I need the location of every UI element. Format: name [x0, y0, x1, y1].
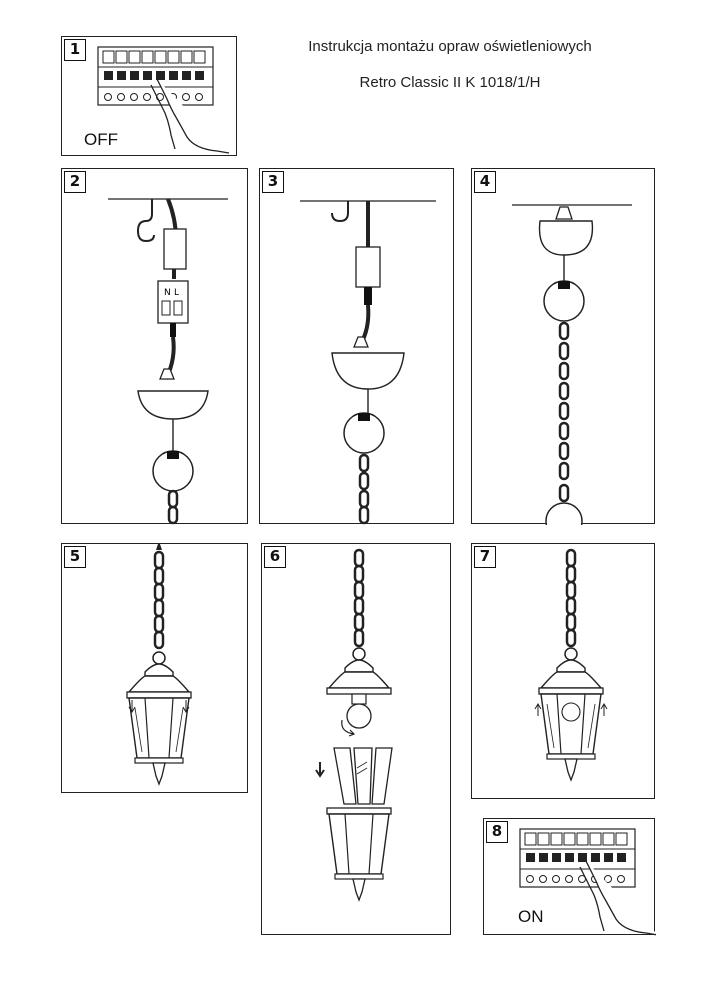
- product-model: Retro Classic II K 1018/1/H: [359, 74, 541, 91]
- step-7-panel: [471, 543, 655, 799]
- step-number: 2: [64, 171, 86, 193]
- step-number: 1: [64, 39, 86, 61]
- step-2-panel: [61, 168, 248, 524]
- breaker-on-illustration: [484, 819, 656, 936]
- step-number: 7: [474, 546, 496, 568]
- live-terminal-label: L: [174, 288, 180, 298]
- instruction-title: Instrukcja montażu opraw oświetleniowych: [308, 38, 592, 55]
- step-1-panel: [61, 36, 237, 156]
- bulb-installation-illustration: [262, 544, 452, 936]
- step-5-panel: [61, 543, 248, 793]
- step-8-panel: [483, 818, 655, 935]
- step-number: 4: [474, 171, 496, 193]
- wiring-illustration: [62, 169, 249, 525]
- lantern-assembled-illustration: [472, 544, 656, 800]
- step-6-panel: [261, 543, 451, 935]
- step-number: 5: [64, 546, 86, 568]
- step-number: 3: [262, 171, 284, 193]
- canopy-mounting-illustration: [260, 169, 455, 525]
- lantern-hung-illustration: [62, 544, 249, 794]
- on-label: ON: [518, 907, 544, 926]
- step-4-panel: [471, 168, 655, 524]
- neutral-terminal-label: N: [164, 288, 171, 298]
- step-number: 8: [486, 821, 508, 843]
- chain-attachment-illustration: [472, 169, 656, 525]
- step-number: 6: [264, 546, 286, 568]
- step-3-panel: [259, 168, 454, 524]
- off-label: OFF: [84, 130, 118, 149]
